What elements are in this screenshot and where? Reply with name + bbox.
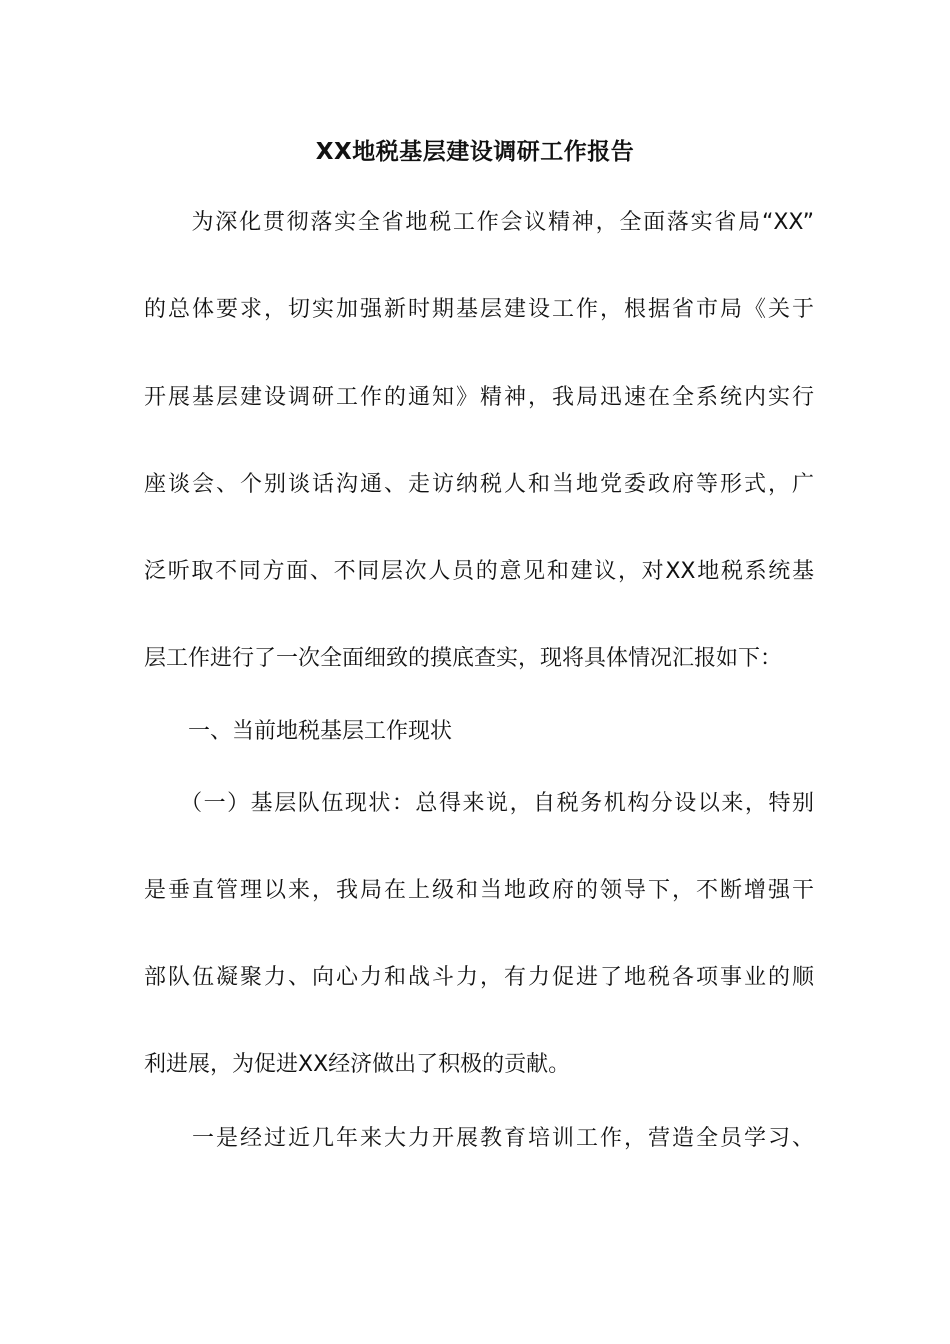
document-title: XX地税基层建设调研工作报告 — [315, 139, 635, 165]
paragraph-line: 是垂直管理以来，我局在上级和当地政府的领导下，不断增强干 — [144, 878, 814, 903]
paragraph-line: 泛听取不同方面、不同层次人员的意见和建议，对XX地税系统基 — [144, 559, 814, 584]
paragraph-line: 座谈会、个别谈话沟通、走访纳税人和当地党委政府等形式，广 — [144, 472, 814, 497]
paragraph-line: 部队伍凝聚力、向心力和战斗力，有力促进了地税各项事业的顺 — [144, 965, 814, 990]
section-heading: 一、当前地税基层工作现状 — [144, 719, 453, 744]
paragraph-line: 的总体要求，切实加强新时期基层建设工作，根据省市局《关于 — [144, 297, 814, 322]
paragraph-line: 利进展，为促进XX经济做出了积极的贡献。 — [144, 1052, 571, 1077]
paragraph-line: 为深化贯彻落实全省地税工作会议精神，全面落实省局“XX” — [144, 210, 814, 235]
paragraph-line: 层工作进行了一次全面细致的摸底查实，现将具体情况汇报如下： — [144, 646, 783, 671]
paragraph-line: 开展基层建设调研工作的通知》精神，我局迅速在全系统内实行 — [144, 385, 814, 410]
paragraph-line: 一是经过近几年来大力开展教育培训工作，营造全员学习、 — [144, 1126, 814, 1151]
paragraph-line: （一）基层队伍现状：总得来说，自税务机构分设以来，特别 — [144, 791, 814, 816]
